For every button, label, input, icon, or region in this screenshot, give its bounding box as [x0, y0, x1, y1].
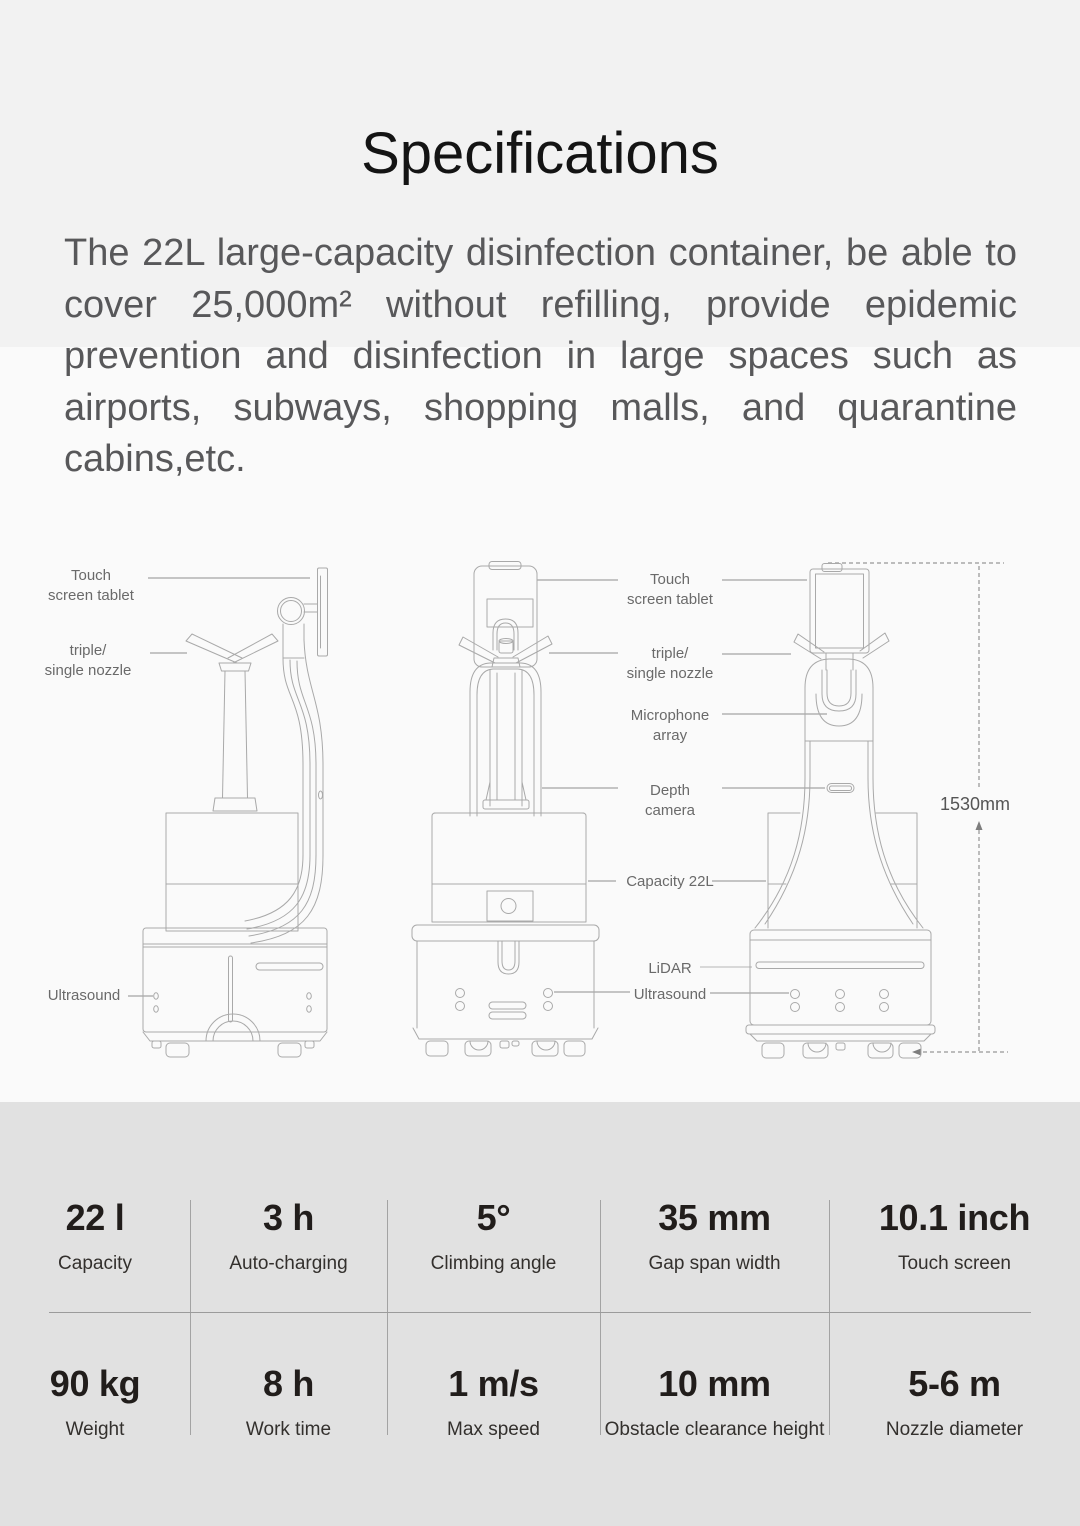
callout-line: triple/ — [69, 642, 107, 659]
callout-touch-screen-tablet-left — [36, 566, 146, 606]
callout-line: triple/ — [651, 645, 689, 662]
spec-value: 10.1 inch — [878, 1197, 1031, 1238]
spec-cell-gap-span-width — [600, 1196, 829, 1275]
table-divider-vertical — [190, 1200, 191, 1435]
spec-value: 3 h — [262, 1197, 315, 1238]
callout-line: screen tablet — [48, 587, 134, 604]
callout-line: Touch — [70, 567, 112, 584]
spec-value: 1 m/s — [448, 1363, 539, 1404]
spec-label: Capacity — [58, 1253, 132, 1274]
callout-line: camera — [644, 802, 696, 819]
table-divider-vertical — [600, 1200, 601, 1435]
spec-cell-obstacle-clearance — [600, 1362, 829, 1441]
callout-lidar: LiDAR — [648, 960, 692, 977]
callout-line: single nozzle — [44, 662, 132, 679]
table-divider-vertical — [387, 1200, 388, 1435]
callout-line: Touch — [649, 571, 691, 588]
callout-nozzle-mid — [618, 644, 722, 684]
spec-label: Nozzle diameter — [885, 1419, 1024, 1440]
table-divider-horizontal — [49, 1312, 1031, 1313]
spec-label: Obstacle clearance height — [604, 1419, 825, 1440]
spec-value: 90 kg — [49, 1363, 141, 1404]
callout-ultrasound-mid: Ultrasound — [633, 986, 707, 1003]
intro-paragraph: The 22L large-capacity disinfection container, be able to cover 25,000m² without refilling, provide epidemic prevention and disinfection in large spaces such as airports, subways, shopping malls, and quarantine cabins,etc. — [64, 232, 1017, 480]
spec-value: 10 mm — [658, 1363, 771, 1404]
spec-cell-climbing-angle — [387, 1196, 600, 1275]
callout-touch-screen-tablet-mid — [618, 570, 722, 610]
spec-value: 35 mm — [658, 1197, 771, 1238]
spec-cell-auto-charging — [190, 1196, 387, 1275]
spec-label: Weight — [65, 1419, 125, 1440]
robot-side-view — [143, 568, 328, 1057]
callout-line: single nozzle — [626, 665, 714, 682]
spec-cell-weight — [0, 1362, 190, 1441]
callout-line: Microphone — [630, 707, 710, 724]
spec-cell-touch-screen — [829, 1196, 1080, 1275]
spec-label: Gap span width — [648, 1253, 781, 1274]
height-dimension-label: 1530mm — [940, 794, 1011, 814]
spec-value: 5° — [476, 1197, 511, 1238]
spec-cell-capacity — [0, 1196, 190, 1275]
spec-cell-nozzle-diameter — [829, 1362, 1080, 1441]
robot-line-drawings — [0, 540, 1080, 1085]
spec-value: 8 h — [262, 1363, 315, 1404]
robot-front-view — [412, 562, 599, 1057]
page-title: Specifications — [361, 121, 719, 186]
spec-label: Touch screen — [897, 1253, 1011, 1274]
callout-line: screen tablet — [627, 591, 713, 608]
spec-label: Climbing angle — [430, 1253, 557, 1274]
table-divider-vertical — [829, 1200, 830, 1435]
callout-microphone-array — [618, 706, 722, 746]
spec-cell-max-speed — [387, 1362, 600, 1441]
callout-depth-camera — [618, 781, 722, 821]
callout-capacity-22l: Capacity 22L — [626, 873, 714, 890]
callout-ultrasound-left: Ultrasound — [47, 987, 121, 1004]
dimension-arrowheads — [912, 821, 983, 1056]
robot-rear-view — [746, 564, 935, 1059]
callout-nozzle-left — [33, 641, 143, 681]
spec-cell-work-time — [190, 1362, 387, 1441]
callout-line: Depth — [649, 782, 691, 799]
spec-label: Max speed — [447, 1419, 540, 1440]
spec-label: Work time — [245, 1419, 332, 1440]
spec-value: 22 l — [65, 1197, 125, 1238]
callout-line: array — [652, 727, 688, 744]
spec-value: 5-6 m — [908, 1363, 1001, 1404]
spec-label: Auto-charging — [229, 1253, 348, 1274]
